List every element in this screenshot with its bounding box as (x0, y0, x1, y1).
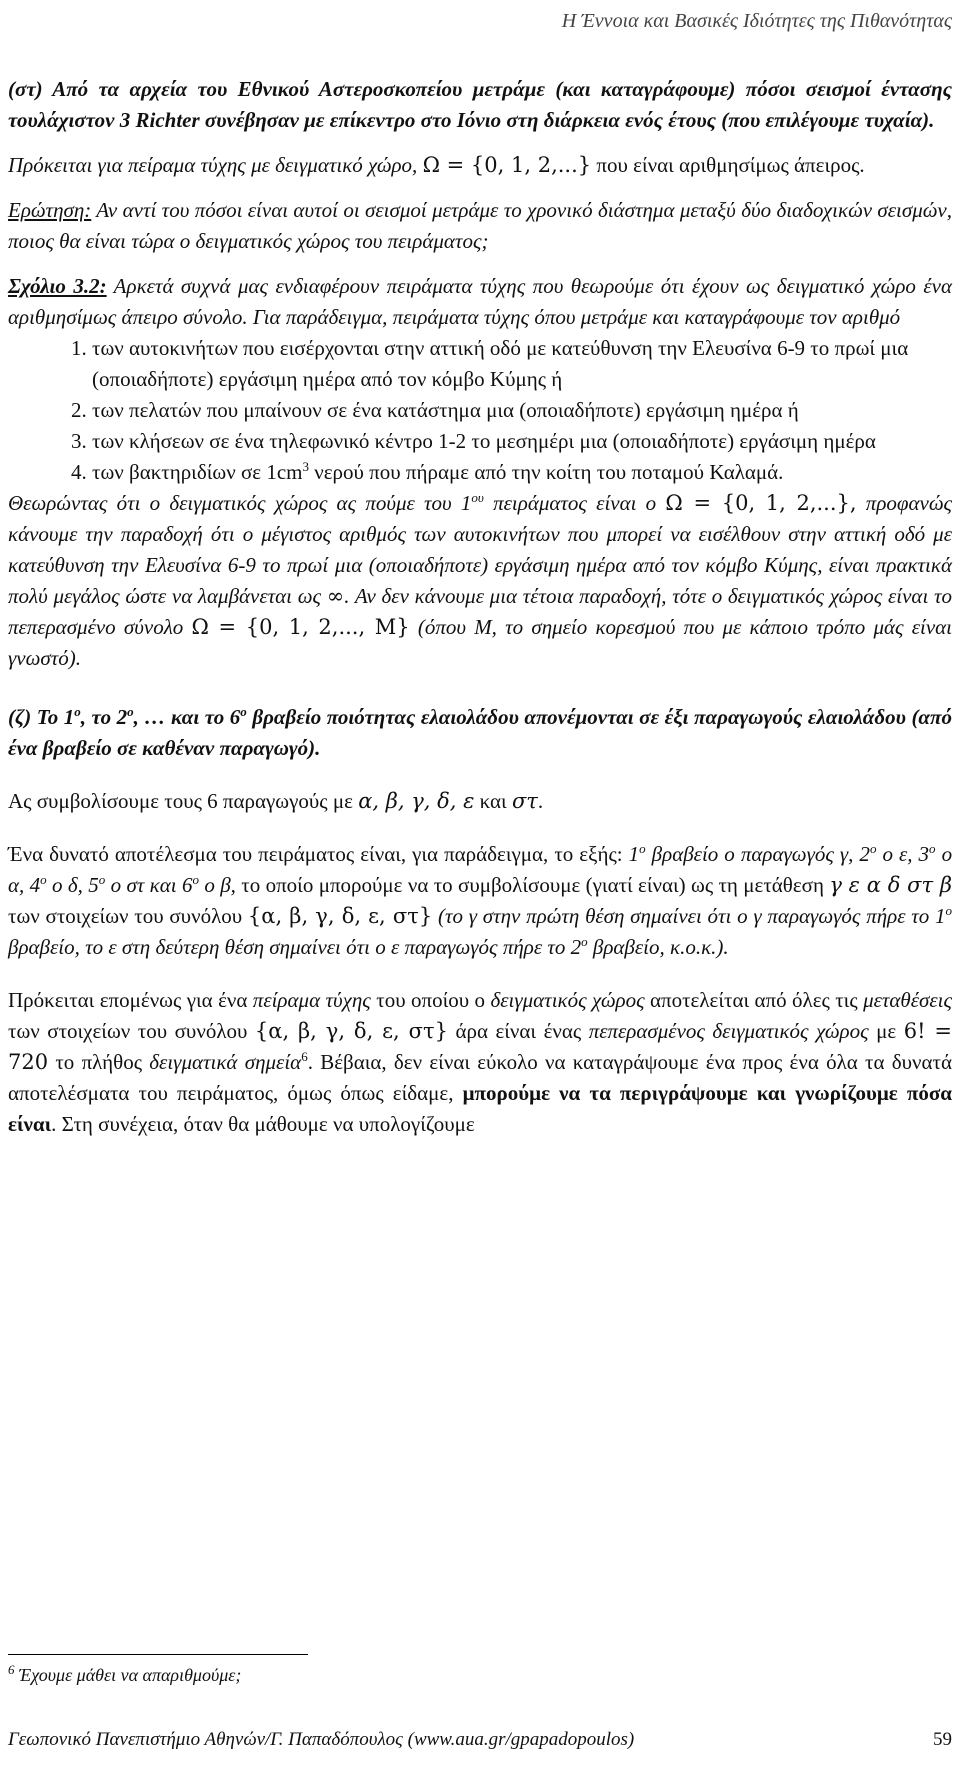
question-label: Ερώτηση: (8, 198, 92, 222)
footnote-number: 6 (8, 1662, 15, 1677)
superscript: ο (869, 841, 877, 856)
set-formula: {α, β, γ, δ, ε, στ} (254, 1019, 448, 1043)
footnote-ref[interactable]: 6 (301, 1049, 308, 1064)
text-fragment: . Βέβαια, δεν είναι εύκολο να καταγράψουμε ένα προς ένα όλα τα δυνατά αποτελέσματα του πειράματος, όμως όπως είδαμε, (8, 1050, 952, 1105)
superscript: ο (929, 841, 936, 856)
superscript: ο (74, 704, 81, 719)
superscript: ο (240, 704, 247, 719)
text-fragment: Πρόκειται για πείραμα τύχης με δειγματικό χώρο, (8, 153, 418, 177)
superscript: ο (945, 903, 953, 918)
infinity-symbol: ∞ (326, 584, 345, 608)
text-fragment: ο στ και 6 (110, 873, 193, 897)
sample-space-formula: Ω = {0, 1, 2,...}, (665, 491, 857, 515)
text-fragment: των βακτηριδίων σε 1cm (92, 460, 303, 484)
text-fragment: ο ε, 3 (882, 842, 930, 866)
text-fragment: μεταθέσεις (863, 988, 952, 1012)
footnote-text: Έχουμε μάθει να απαριθμούμε; (19, 1665, 242, 1685)
examples-list (8, 333, 952, 488)
symbol: στ (511, 789, 538, 813)
list-item (92, 457, 952, 488)
text-fragment: προφανώς κάνουμε την παραδοχή ότι ο μέγιστος αριθμός των αυτοκινήτων που μπορεί να εισέλθουν στην αττική οδό με κατεύθυνση την Ελευσίνα 6-9 το πρωί μια (οποιαδήποτε) εργάσιμη ημέρα από τον κόμβο Κύμης, είναι πρακτικά πολύ μεγάλος ώστε να λαμβάνεται ως (8, 491, 953, 608)
text-fragment: των στοιχείων του συνόλου (8, 904, 243, 928)
text-fragment: δειγματικά σημεία (149, 1050, 302, 1074)
comment-label: Σχόλιο 3.2: (8, 274, 107, 298)
final-paragraph (8, 985, 952, 1140)
text-fragment: . Αν δεν κάνουμε μια τέτοια παραδοχή, τότε ο δειγματικός χώρος είναι το πεπερασμένο σύνολο (8, 584, 953, 639)
text-fragment: των στοιχείων του συνόλου (8, 1019, 248, 1043)
text-fragment: νερού που πήραμε από την κοίτη του ποταμού Καλαμά. (314, 460, 784, 484)
set-formula: {α, β, γ, δ, ε, στ} (247, 904, 433, 928)
sample-space-formula: Ω = {0, 1, 2,...} (422, 153, 592, 177)
footnote-divider (8, 1654, 308, 1655)
text-fragment: Ένα δυνατό αποτέλεσμα του πειράματος είναι, για παράδειγμα, το εξής: (8, 842, 623, 866)
example-st-sample-space (8, 150, 952, 181)
example-z-heading (8, 702, 952, 764)
list-item: 2. των πελατών που μπαίνουν σε ένα κατάστημα μια (οποιαδήποτε) εργάσιμη ημέρα ή (92, 395, 952, 426)
text-fragment: το οποίο μπορούμε να το συμβολίσουμε (γιατί είναι) ως τη μετάθεση (241, 873, 824, 897)
page-number: 59 (933, 1729, 952, 1750)
text-fragment: βραβείο ο παραγωγός γ, 2 (651, 842, 870, 866)
text-fragment: βραβείο ποιότητας ελαιολάδου απονέμονται σε έξι παραγωγούς ελαιολάδου (από ένα βραβείο σε καθέναν παραγωγό). (8, 705, 953, 760)
superscript: ο (40, 872, 47, 887)
text-fragment: του οποίου ο (376, 988, 486, 1012)
running-header: Η Έννοια και Βασικές Ιδιότητες της Πιθανότητας (561, 10, 952, 32)
text-fragment: (ζ) Το 1 (8, 705, 75, 729)
text-fragment: πεπερασμένος δειγματικός χώρος (588, 1019, 869, 1043)
symbols-paragraph (8, 786, 952, 817)
symbols-list: α, β, γ, δ, ε (358, 789, 475, 813)
text-fragment: ο β, (204, 873, 236, 897)
text-fragment: . Στη συνέχεια, όταν θα μάθουμε να υπολογίζουμε (51, 1112, 475, 1136)
text-fragment: Θεωρώντας ότι ο δειγματικός χώρος ας πούμε του 1 (8, 491, 472, 515)
text-fragment: , … και το 6 (133, 705, 241, 729)
text-fragment: βραβείο, κ.ο.κ.). (592, 935, 729, 959)
text-fragment: αποτελείται από όλες τις (650, 988, 858, 1012)
superscript: ο (639, 841, 646, 856)
text-fragment: άρα είναι ένας (455, 1019, 582, 1043)
text-fragment: ο δ, 5 (52, 873, 99, 897)
footnote (8, 1664, 241, 1686)
superscript: ο (127, 704, 134, 719)
text-fragment: Ας συμβολίσουμε τους 6 παραγωγούς με (8, 789, 353, 813)
footer-source: Γεωπονικό Πανεπιστήμιο Αθηνών/Γ. Παπαδόπουλος (www.aua.gr/gpapadopoulos) (8, 1729, 635, 1750)
question-paragraph (8, 195, 952, 257)
text-fragment: και (479, 789, 507, 813)
page-footer (8, 1728, 952, 1752)
page-body (8, 74, 952, 1140)
text-fragment: πειράματος είναι ο (493, 491, 657, 515)
comment-continuation (8, 488, 952, 674)
text-fragment: με (876, 1019, 897, 1043)
text-fragment: που είναι αριθμησίμως άπειρος. (596, 153, 865, 177)
text-fragment: , το 2 (80, 705, 128, 729)
text-fragment: 1 (628, 842, 640, 866)
superscript: 3 (302, 459, 309, 474)
superscript: ου (471, 490, 484, 505)
text-fragment: . (537, 789, 544, 813)
text-fragment: (το γ στην πρώτη θέση σημαίνει ότι ο γ παραγωγός πήρε το 1 (437, 904, 946, 928)
text-fragment: το πλήθος (55, 1050, 143, 1074)
text-fragment: δειγματικός χώρος (490, 988, 645, 1012)
list-item: 1. των αυτοκινήτων που εισέρχονται στην αττική οδό με κατεύθυνση την Ελευσίνα 6-9 το πρωί μια (οποιαδήποτε) εργάσιμη ημέρα από τον κόμβο Κύμης ή (92, 333, 952, 395)
superscript: ο (192, 872, 199, 887)
list-item: 3. των κλήσεων σε ένα τηλεφωνικό κέντρο 1-2 το μεσημέρι μια (οποιαδήποτε) εργάσιμη ημέρα (92, 426, 952, 457)
text-fragment: πείραμα τύχης (252, 988, 371, 1012)
result-paragraph (8, 839, 952, 963)
superscript: ο (98, 872, 106, 887)
finite-set-formula: Ω = {0, 1, 2,..., M} (191, 615, 410, 639)
comment-text: Αρκετά συχνά μας ενδιαφέρουν πειράματα τύχης που θεωρούμε ότι έχουν ως δειγματικό χώρο ένα αριθμησίμως άπειρο σύνολο. Για παράδειγμα, πειράματα τύχης όπου μετράμε και καταγράφουμε τον αριθμό (8, 274, 952, 329)
text-fragment: (όπου Μ, το σημείο κορεσμού που με κάποιο τρόπο μάς είναι γνωστό). (8, 615, 953, 670)
text-fragment: ο α, 4 (8, 842, 953, 897)
superscript: ο (581, 934, 588, 949)
example-st-heading: (στ) Από τα αρχεία του Εθνικού Αστεροσκοπείου μετράμε (και καταγράφουμε) πόσοι σεισμοί έντασης τουλάχιστον 3 Richter συνέβησαν με επίκεντρο στο Ιόνιο στη διάρκεια ενός έτους (που επιλέγουμε τυχαία). (8, 77, 952, 132)
question-text: Αν αντί του πόσοι είναι αυτοί οι σεισμοί μετράμε το χρονικό διάστημα μεταξύ δύο διαδοχικών σεισμών, ποιος θα είναι τώρα ο δειγματικός χώρος του πειράματος; (8, 198, 952, 253)
text-fragment: μπορούμε να τα περιγράψουμε και γνωρίζουμε πόσα είναι (8, 1081, 952, 1136)
text-fragment: βραβείο, το ε στη δεύτερη θέση σημαίνει ότι ο ε παραγωγός πήρε το 2 (8, 935, 582, 959)
factorial-formula: 6! = 720 (8, 1019, 953, 1074)
text-fragment: Πρόκειται επομένως για ένα (8, 988, 248, 1012)
permutation: γ ε α δ στ β (829, 873, 952, 897)
comment-paragraph (8, 271, 952, 333)
